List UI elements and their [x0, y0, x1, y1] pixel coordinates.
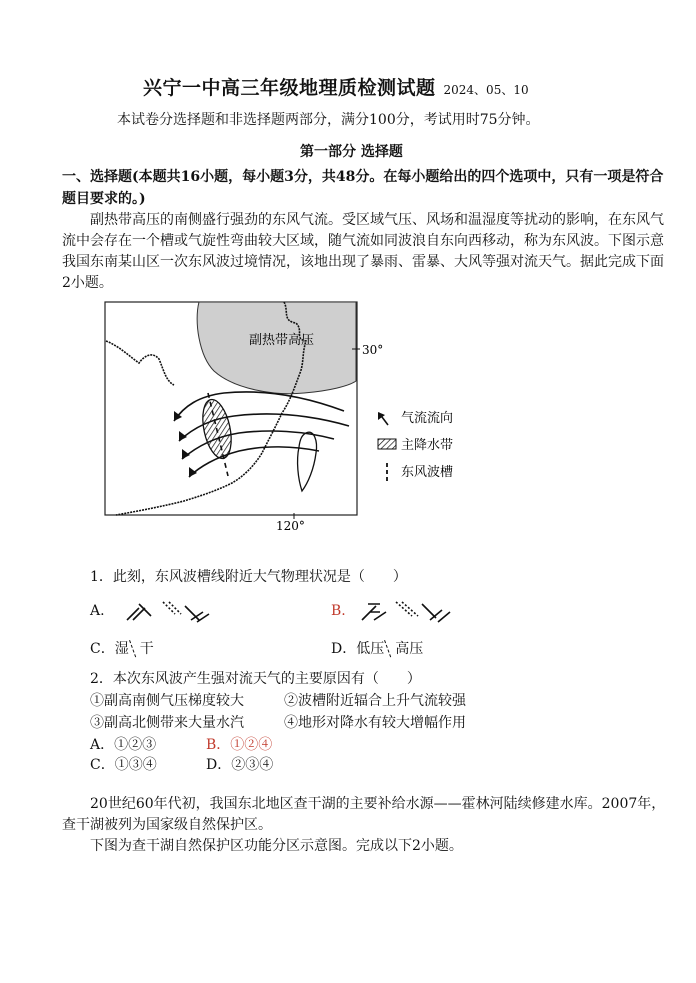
q2-statement-4: ④地形对降水有较大增幅作用	[284, 715, 466, 731]
wind-barb-icon	[127, 604, 151, 620]
airflow-arrows	[174, 392, 349, 477]
map-svg	[104, 301, 664, 533]
map-legend	[378, 410, 453, 481]
page-title	[143, 73, 529, 100]
option-d-label: D．低压	[331, 641, 385, 657]
question-2-stem: 2．本次东风波产生强对流天气的主要原因有（ ）	[90, 671, 421, 687]
q2-statement-3: ③副高北侧带来大量水汽	[90, 715, 244, 731]
q1-option-d[interactable]	[331, 638, 423, 658]
passage-text: 下图为查干湖自然保护区功能分区示意图。完成以下2小题。	[90, 838, 463, 854]
legend-trough: 东风波槽	[401, 465, 454, 480]
q1-option-c[interactable]	[90, 638, 154, 658]
exam-intro: 本试卷分选择题和非选择题两部分，满分100分，考试用时75分钟。	[117, 112, 540, 128]
arrow-heads	[174, 411, 197, 477]
option-a-label: A.	[90, 603, 105, 619]
option-d-right: 高压	[395, 641, 424, 657]
option-b-label: B.	[331, 603, 346, 619]
exam-date: 2024、05、10	[443, 83, 529, 97]
passage-chagan-lake	[62, 794, 672, 836]
part-heading: 第一部分 选择题	[300, 144, 403, 160]
passage-text: 20世纪60年代初，我国东北地区查干湖的主要补给水源——霍林河陆续修建水库。2007年，查干湖被列为国家级自然保护区。	[62, 796, 666, 833]
trough-line-icon	[396, 602, 418, 616]
trough-line-icon	[163, 602, 181, 614]
passage-east-wave	[62, 210, 672, 294]
question-1-stem: 1．此刻，东风波槽线附近大气物理状况是（ ）	[90, 569, 407, 585]
title-text: 兴宁一中高三年级地理质检测试题	[143, 77, 436, 99]
section-heading: 一、选择题(本题共16小题，每小题3分，共48分。在每小题给出的四个选项中，只有一项是符合题目要求的。)	[62, 169, 664, 207]
legend-rainband: 主降水带	[401, 438, 454, 453]
taiwan-island	[298, 432, 317, 491]
q1-option-b[interactable]	[331, 598, 468, 624]
high-label: 副热带高压	[249, 333, 315, 348]
option-b-symbols	[358, 598, 468, 624]
q2-option-a[interactable]: A．①②③	[90, 737, 157, 753]
q1-option-a[interactable]	[90, 598, 223, 624]
trough-divider-icon	[129, 639, 140, 658]
lat-label: 30°	[362, 343, 384, 357]
wind-barb-icon	[422, 604, 450, 622]
trough-divider-icon	[384, 639, 395, 658]
q2-option-b[interactable]: B．①②④	[206, 737, 273, 753]
q2-statement-2: ②波槽附近辐合上升气流较强	[284, 693, 466, 709]
q2-option-d[interactable]: D．②③④	[206, 757, 274, 773]
passage-chagan-map-intro	[62, 836, 672, 857]
east-wave-map	[104, 301, 664, 537]
passage-text: 副热带高压的南侧盛行强劲的东风气流。受区域气压、风场和温湿度等扰动的影响，在东风气流中会存在一个槽或气旋性弯曲较大区域，随气流如同波浪自东向西移动，称为东风波。下图示意我国东南某山区一次东风波过境情况，该地出现了暴雨、雷暴、大风等强对流天气。据此完成下面2小题。	[62, 212, 664, 291]
legend-airflow: 气流流向	[401, 411, 454, 426]
airflow-line	[189, 447, 319, 477]
wind-barb-icon	[362, 604, 386, 620]
option-a-symbols	[123, 598, 223, 624]
arrow-head	[189, 467, 197, 477]
airflow-line	[174, 392, 344, 421]
wind-barb-icon	[185, 606, 209, 622]
option-c-label: C．湿	[90, 641, 129, 657]
option-c-right: 干	[139, 641, 154, 657]
legend-rainband-icon	[378, 439, 396, 449]
lon-label: 120°	[276, 519, 305, 533]
q2-statement-1: ①副高南侧气压梯度较大	[90, 693, 244, 709]
q2-option-c[interactable]: C．①③④	[90, 757, 157, 773]
